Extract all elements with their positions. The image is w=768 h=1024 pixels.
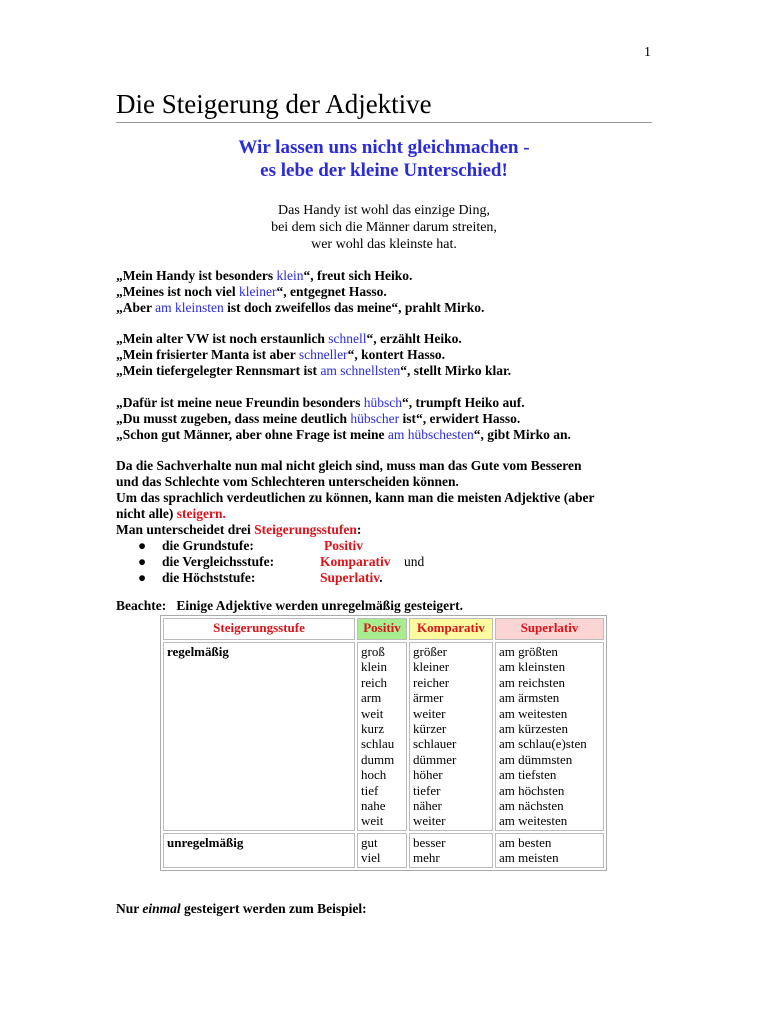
note-irregular: Beachte: Einige Adjektive werden unregelmäßig gesteigert. [116, 598, 463, 613]
dialog-line: „Schon gut Männer, aber ohne Frage ist meine am hübschesten“, gibt Mirko an. [116, 427, 571, 442]
bullet-icon: ● [138, 554, 147, 569]
subtitle-line: es lebe der kleine Unterschied! [260, 160, 508, 181]
table-cell-value: am kleinsten [499, 659, 566, 675]
table-cell-value: reicher [413, 674, 450, 690]
table-cell-value: am kürzesten [499, 721, 568, 737]
stage-term: Positiv [324, 538, 363, 553]
table-cell-value: am besten [499, 834, 552, 850]
table-cell-value: am tiefsten [499, 767, 557, 783]
table-cell-value: am weitesten [499, 705, 568, 721]
table-cell-value: am weitesten [499, 813, 568, 829]
closing-line: Nur einmal gesteigert werden zum Beispiel: [116, 901, 367, 916]
table-cell-value: schlau [361, 736, 395, 752]
list-item [138, 554, 656, 570]
table-cell-value: weiter [413, 705, 446, 721]
header-steigerungsstufe: Steigerungsstufe [163, 618, 355, 640]
dialog-line: „Mein Handy ist besonders klein“, freut sich Heiko. [116, 268, 413, 283]
table-header-row [163, 618, 604, 640]
stage-label: die Höchststufe: [162, 570, 256, 585]
adjective-highlight: am hübschesten [387, 427, 474, 442]
quote-line: Das Handy ist wohl das einzige Ding, [278, 203, 490, 218]
table-cell-value: weit [361, 813, 384, 829]
dialog-line: „Mein alter VW ist noch erstaunlich schnell“, erzählt Heiko. [116, 331, 462, 346]
table-row [163, 642, 604, 831]
table-cell-value: gut [361, 834, 378, 850]
dialog-line: „Dafür ist meine neue Freundin besonders hübsch“, trumpft Heiko auf. [116, 395, 525, 410]
table-cell-value: am dümmsten [499, 751, 573, 767]
steigern-term: steigern [176, 506, 223, 521]
page-title: Die Steigerung der Adjektive [116, 88, 652, 123]
table-cell-value: tief [361, 782, 379, 798]
steigerungsstufen-term: Steigerungsstufen [254, 522, 357, 537]
bullet-icon: ● [138, 538, 147, 553]
header-superlativ: Superlativ [495, 618, 604, 640]
subtitle [116, 136, 652, 182]
dialog-line: „Mein frisierter Manta ist aber schneller“, kontert Hasso. [116, 347, 446, 362]
stage-term: Superlativ. [320, 570, 383, 585]
table-cell-value: reich [361, 674, 387, 690]
dialog-line: „Du musst zugeben, dass meine deutlich hübscher ist“, erwidert Hasso. [116, 411, 521, 426]
table-row [163, 833, 604, 868]
explain-line: und das Schlechte vom Schlechteren unterscheiden können. [116, 474, 459, 489]
table-cell-value: am höchsten [499, 782, 565, 798]
regular-komparativ [409, 642, 493, 831]
list-item [138, 570, 656, 586]
dialog-block-huebsch [116, 395, 676, 443]
stage-suffix: und [404, 554, 425, 569]
explanation [116, 458, 656, 586]
table-cell-value: am meisten [499, 850, 559, 866]
adjective-highlight: schnell [328, 331, 367, 346]
quote-line: wer wohl das kleinste hat. [311, 237, 457, 252]
stage-term: Komparativ [320, 554, 391, 569]
stage-label: die Grundstufe: [162, 538, 254, 553]
table-cell-value: kleiner [413, 659, 450, 675]
table-cell-value: am ärmsten [499, 690, 560, 706]
irregular-superlativ [495, 833, 604, 868]
table-cell-value: arm [361, 690, 382, 706]
dialog-block-klein [116, 268, 676, 316]
table-cell-value: viel [361, 850, 381, 866]
adjective-highlight: am schnellsten [320, 363, 401, 378]
table-cell-value: mehr [413, 850, 440, 866]
table-cell-value: am reichsten [499, 674, 566, 690]
adjective-highlight: klein [276, 268, 304, 283]
table-cell-value: kürzer [413, 721, 447, 737]
stage-label: die Vergleichsstufe: [162, 554, 275, 569]
table-cell-value: ärmer [413, 690, 444, 706]
regular-superlativ [495, 642, 604, 831]
adjective-highlight: schneller [298, 347, 348, 362]
dialog-line: „Aber am kleinsten ist doch zweifellos das meine“, prahlt Mirko. [116, 300, 485, 315]
page-number: 1 [644, 45, 651, 60]
table-cell-value: groß [361, 644, 385, 659]
dialog-line: „Meines ist noch viel kleiner“, entgegnet Hasso. [116, 284, 387, 299]
table-cell-value: schlauer [413, 736, 457, 752]
table-cell-value: am schlau(e)sten [499, 736, 587, 752]
table-cell-value: weiter [413, 813, 446, 829]
table-cell-value: tiefer [413, 782, 441, 798]
table-cell-value: klein [361, 659, 387, 675]
dialog-line: „Mein tiefergelegter Rennsmart ist am schnellsten“, stellt Mirko klar. [116, 363, 512, 378]
adjective-highlight: am kleinsten [155, 300, 224, 315]
adjective-highlight: kleiner [239, 284, 277, 299]
table-cell-value: besser [413, 834, 446, 850]
intro-quote [116, 202, 652, 253]
irregular-positiv [357, 833, 407, 868]
bullet-icon: ● [138, 570, 147, 585]
table-cell-value: am nächsten [499, 798, 564, 814]
subtitle-line: Wir lassen uns nicht gleichmachen - [238, 137, 530, 158]
quote-line: bei dem sich die Männer darum streiten, [271, 220, 497, 235]
table-cell-value: am größten [499, 644, 558, 659]
table-cell-value: dumm [361, 751, 395, 767]
explain-line: Um das sprachlich verdeutlichen zu können, kann man die meisten Adjektive (aber [116, 490, 595, 505]
table-cell-value: höher [413, 767, 443, 783]
comparison-table [160, 615, 607, 871]
row-label-irregular: unregelmäßig [163, 833, 355, 868]
regular-positiv [357, 642, 407, 831]
stage-list [116, 538, 656, 586]
explain-line: nicht alle) steigern. [116, 506, 226, 521]
irregular-komparativ [409, 833, 493, 868]
header-komparativ: Komparativ [409, 618, 493, 640]
table-cell-value: dümmer [413, 751, 457, 767]
table-cell-value: weit [361, 705, 384, 721]
dialog-block-schnell [116, 331, 676, 379]
table-cell-value: größer [413, 644, 447, 659]
adjective-highlight: hübsch [363, 395, 403, 410]
table-cell-value: nahe [361, 798, 386, 814]
explain-line: Man unterscheidet drei Steigerungsstufen: [116, 522, 362, 537]
list-item [138, 538, 656, 554]
header-positiv: Positiv [357, 618, 407, 640]
row-label-regular: regelmäßig [163, 642, 355, 831]
table-cell-value: kurz [361, 721, 385, 737]
adjective-highlight: hübscher [350, 411, 400, 426]
explain-line: Da die Sachverhalte nun mal nicht gleich sind, muss man das Gute vom Besseren [116, 458, 582, 473]
table-cell-value: hoch [361, 767, 387, 783]
table-cell-value: näher [413, 798, 442, 814]
